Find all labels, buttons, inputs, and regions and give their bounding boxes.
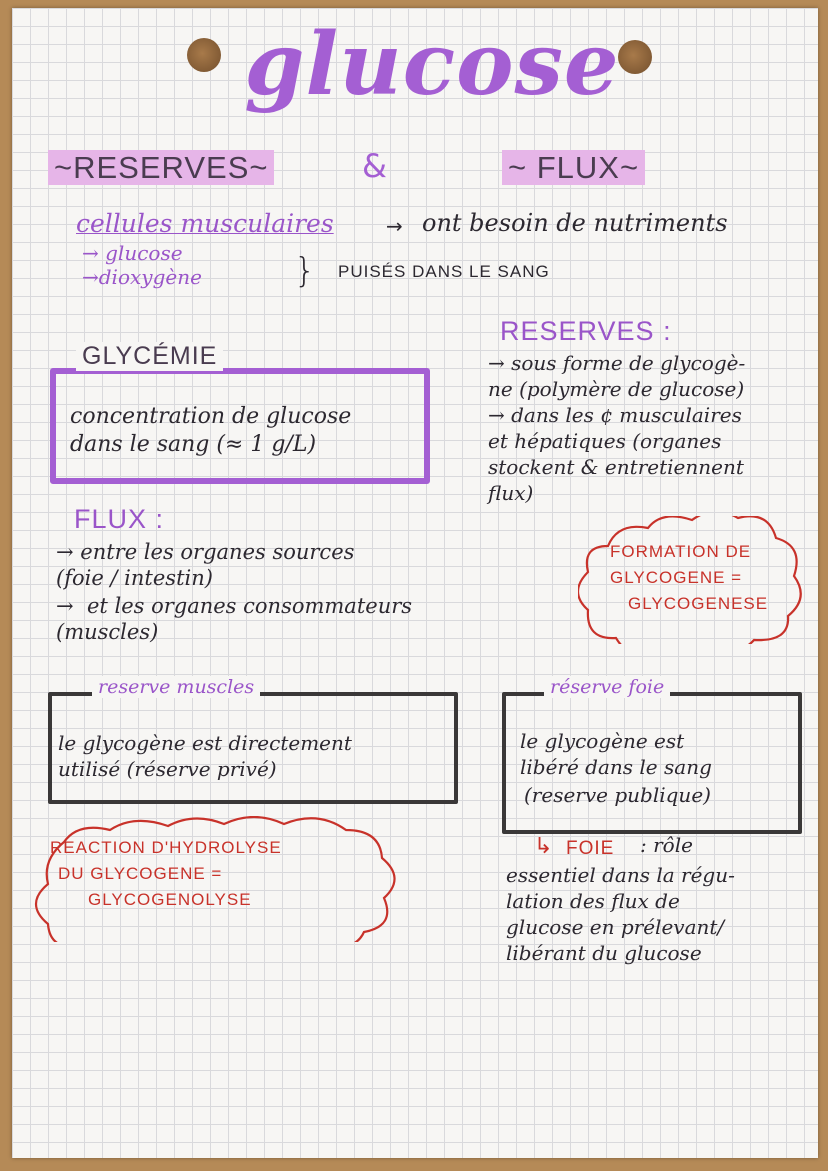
intro-brace: } [294, 251, 316, 291]
cloud-glycogenolyse-line-2: DU GLYCOGENE = [58, 864, 223, 883]
reserve-muscles-label: reserve muscles [92, 676, 260, 698]
note-page [12, 8, 818, 1158]
punch-hole-left [187, 38, 221, 72]
page-title: glucose [244, 14, 620, 115]
intro-item-glucose: → glucose [82, 241, 183, 265]
reserves-line-6: flux) [488, 481, 534, 505]
header-ampersand: & [362, 147, 387, 185]
header-reserves: ~RESERVES~ [48, 150, 274, 186]
reserve-muscles-line-2: utilisé (réserve privé) [58, 757, 277, 781]
cloud-glycogenese-line-3: GLYCOGENESE [628, 594, 769, 613]
flux-line-3: → et les organes consommateurs [56, 594, 413, 618]
foie-eq: : rôle [640, 833, 693, 857]
reserve-foie-line-2: libéré dans le sang [520, 755, 712, 779]
reserves-line-4: et hépatiques (organes [488, 429, 722, 453]
glycemie-label: GLYCÉMIE [76, 342, 223, 371]
reserve-muscles-line-1: le glycogène est directement [58, 731, 352, 755]
header-flux: ~ FLUX~ [502, 150, 645, 186]
glycemie-line-1: concentration de glucose [70, 404, 352, 429]
intro-arrow: → [386, 214, 403, 238]
cloud-glycogenolyse-line-1: REACTION D'HYDROLYSE [50, 838, 282, 857]
reserves-heading: RESERVES : [500, 316, 672, 346]
reserves-line-3: → dans les ¢ musculaires [488, 403, 742, 427]
intro-rest: ont besoin de nutriments [422, 209, 728, 237]
reserve-foie-line-1: le glycogène est [520, 729, 685, 753]
foie-line-1: essentiel dans la régu- [506, 863, 735, 887]
intro-item-dioxygene: →dioxygène [82, 265, 202, 289]
cloud-glycogenolyse-line-3: GLYCOGENOLYSE [88, 890, 252, 909]
flux-heading: FLUX : [74, 504, 165, 534]
flux-line-4: (muscles) [56, 620, 159, 644]
foie-line-2: lation des flux de [506, 889, 680, 913]
flux-line-2: (foie / intestin) [56, 566, 213, 590]
foie-line-4: libérant du glucose [506, 941, 702, 965]
foie-line-3: glucose en prélevant/ [506, 915, 725, 939]
cloud-glycogenese-line-2: GLYCOGENE = [610, 568, 743, 587]
reserves-line-2: ne (polymère de glucose) [488, 377, 745, 401]
reserve-foie-line-3: (reserve publique) [524, 783, 711, 807]
reserve-foie-label: réserve foie [544, 676, 670, 698]
flux-line-1: → entre les organes sources [56, 540, 355, 564]
reserves-line-5: stockent & entretiennent [488, 455, 744, 479]
foie-label: FOIE [566, 838, 615, 859]
cloud-glycogenese-line-1: FORMATION DE [610, 542, 752, 561]
intro-subject: cellules musculaires [76, 209, 334, 238]
reserves-line-1: → sous forme de glycogè- [488, 351, 746, 375]
glycemie-line-2: dans le sang (≈ 1 g/L) [70, 432, 317, 457]
intro-brace-text: PUISÉS DANS LE SANG [338, 262, 550, 281]
foie-arrow: ↳ [534, 834, 553, 859]
